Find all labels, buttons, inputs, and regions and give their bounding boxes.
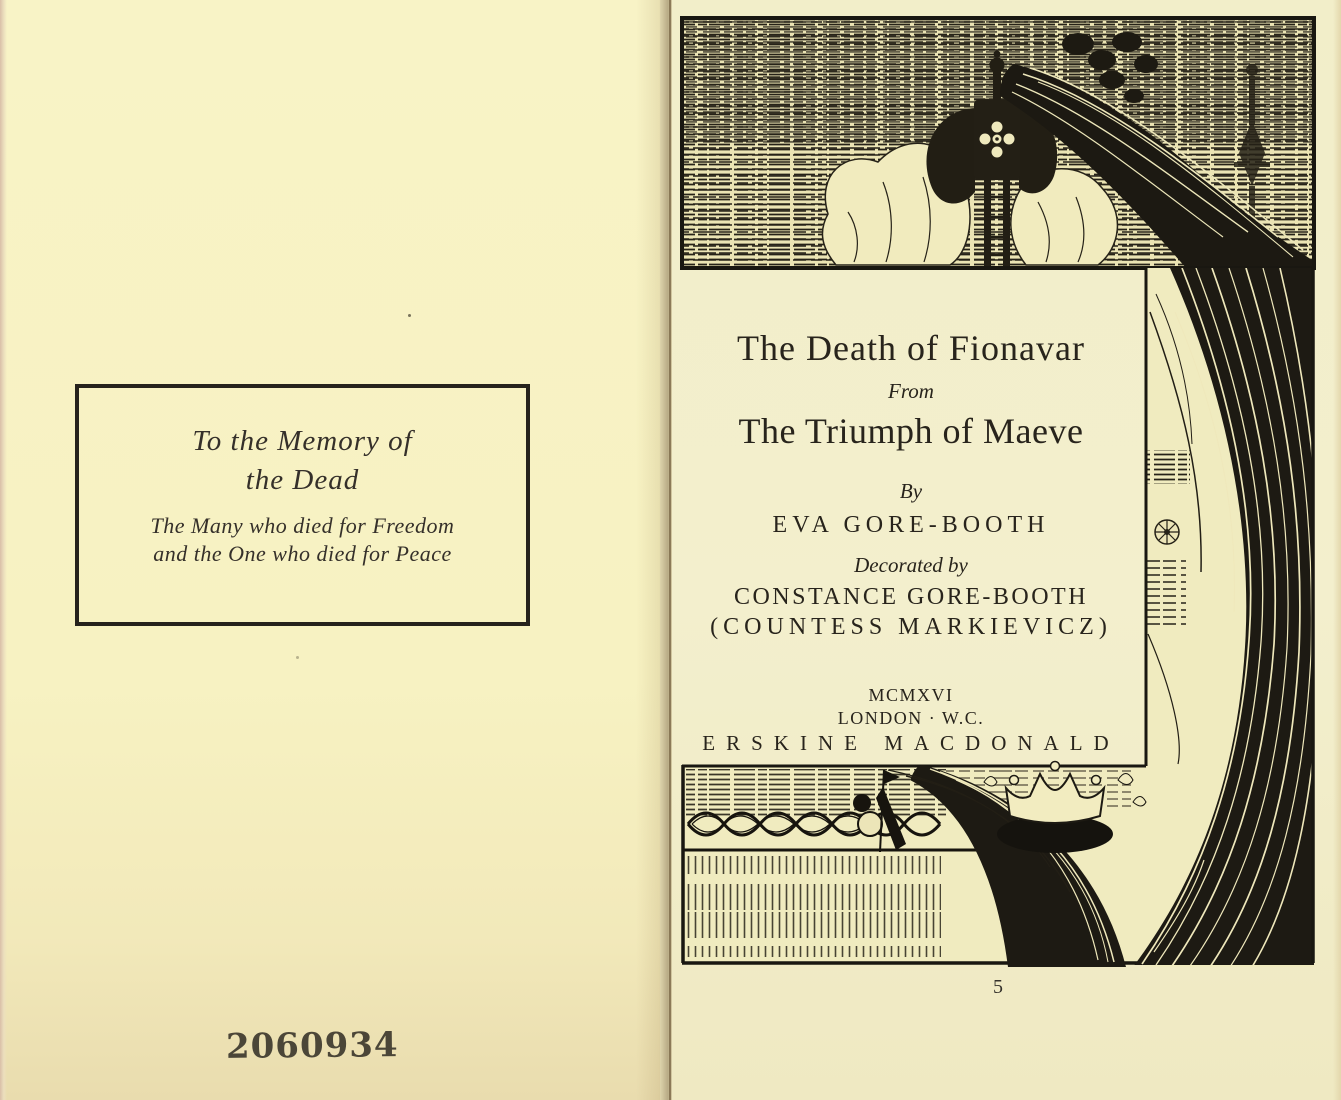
dedication-heading-line: To the Memory of: [192, 425, 413, 457]
dedication-body-line: and the One who died for Peace: [153, 541, 452, 566]
ink-speck: [296, 656, 299, 659]
dedication-heading-line: the Dead: [245, 464, 360, 496]
title-block: [672, 328, 1150, 757]
author-name: EVA GORE-BOOTH: [772, 512, 1050, 538]
book-subtitle: The Triumph of Maeve: [738, 411, 1084, 451]
page-number: 5: [993, 976, 1003, 998]
decorator-name: CONSTANCE GORE-BOOTH: [733, 584, 1089, 610]
decorator-title: (COUNTESS MARKIEVICZ): [710, 614, 1112, 640]
paper-edge: [1333, 0, 1341, 1100]
dedication-box: [75, 384, 530, 626]
paper-edge: [0, 0, 7, 1100]
imprint-publisher: ERSKINE MACDONALD: [702, 731, 1120, 755]
accession-stamp: 2060934: [225, 1025, 399, 1067]
left-page: [0, 0, 660, 1100]
by-label: By: [899, 479, 923, 503]
imprint-city: LONDON · W.C.: [837, 708, 985, 728]
dedication-body: [79, 512, 526, 568]
ink-speck: [408, 314, 411, 317]
dedication-heading: [79, 422, 526, 500]
rosette-figure: [1155, 520, 1179, 544]
imprint-year: MCMXVI: [868, 685, 954, 705]
from-label: From: [888, 379, 934, 403]
book-title: The Death of Fionavar: [737, 328, 1085, 368]
dedication-body-line: The Many who died for Freedom: [150, 513, 455, 538]
gutter-shadow-line: [669, 0, 671, 1100]
right-page: [672, 0, 1341, 1100]
decorated-by-label: Decorated by: [854, 553, 968, 577]
